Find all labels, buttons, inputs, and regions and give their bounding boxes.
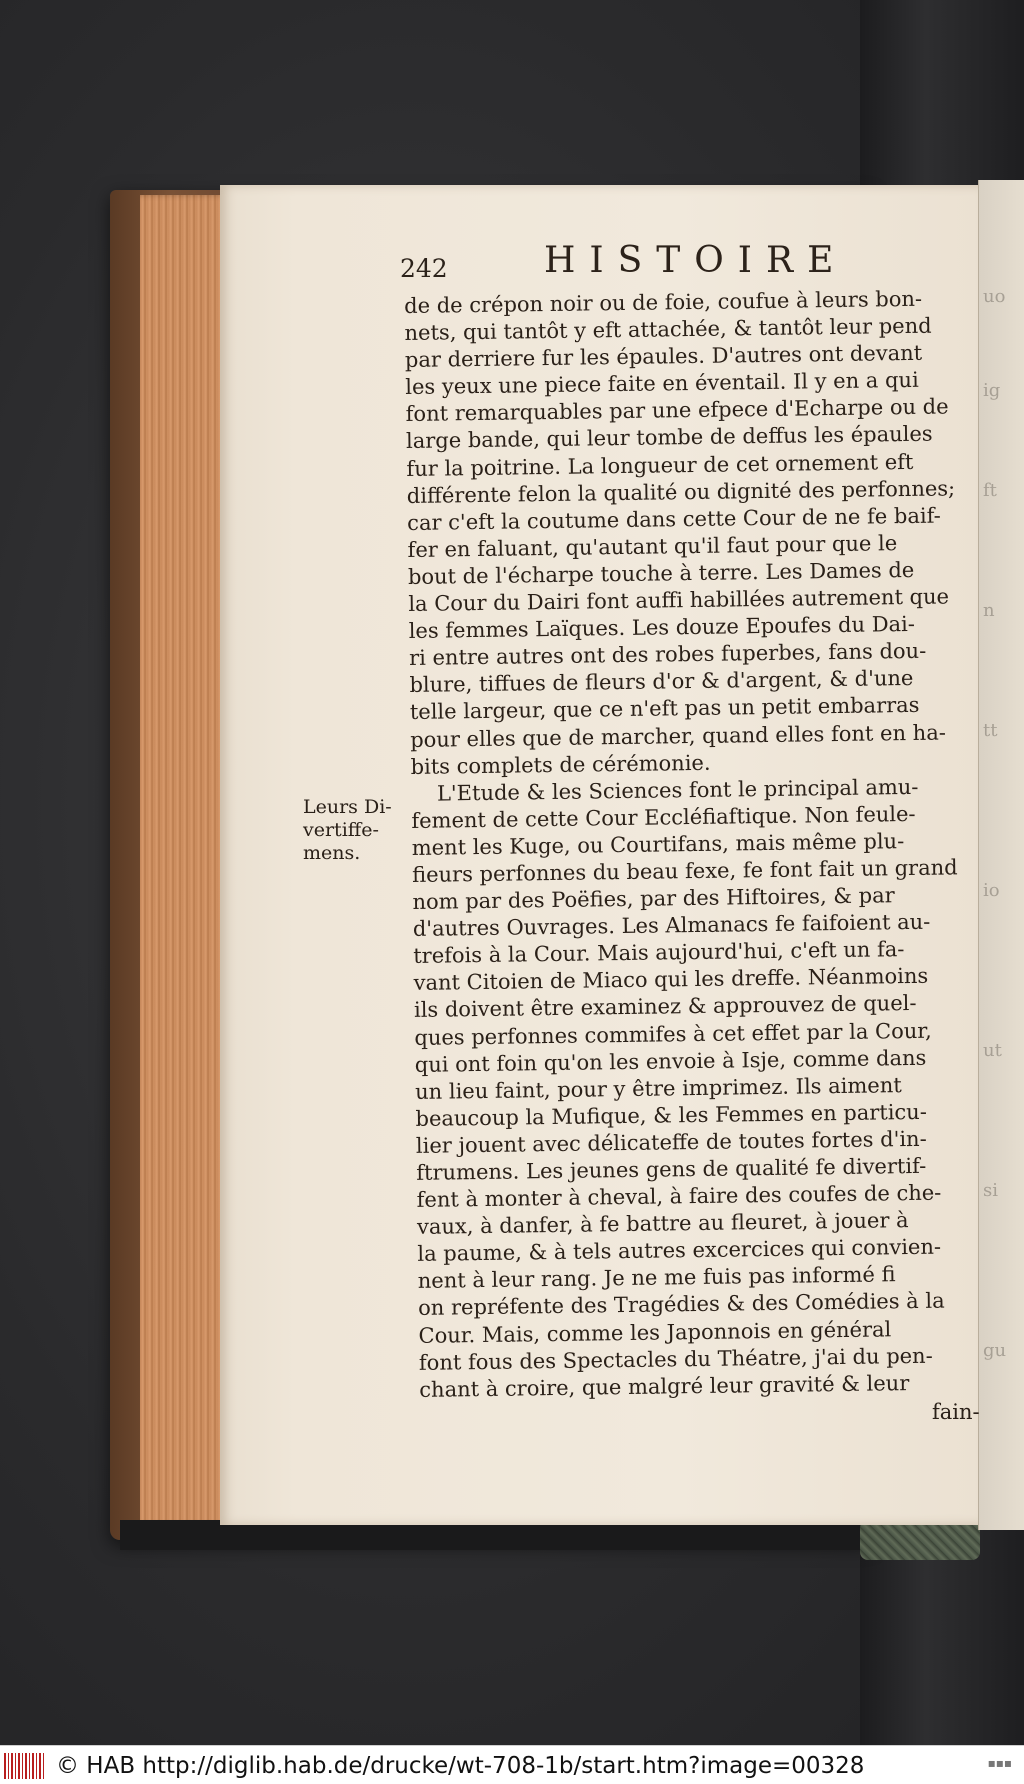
text-line: large bande, qui leur tombe de deffus les épaules: [405, 422, 933, 454]
text-line: bout de l'écharpe touche à terre. Les Dames de: [407, 557, 915, 589]
text-line: vant Citoien de Miaco qui les dreffe. Néanmoins: [413, 964, 929, 996]
text-line: bits complets de cérémonie.: [410, 750, 711, 779]
margin-note: [303, 796, 395, 865]
text-line: nets, qui tantôt y eft attachée, & tantôt leur pend: [404, 313, 932, 346]
copyright-url[interactable]: © HAB http://diglib.hab.de/drucke/wt-708-1b/start.htm?image=00328: [56, 1752, 865, 1779]
viewer-footer: [0, 1745, 1024, 1784]
text-line: nent à leur rang. Je ne me fuis pas informé fi: [417, 1262, 896, 1294]
text-line: beaucoup la Mufique, & les Femmes en particu-: [415, 1099, 927, 1131]
text-line: différente felon la qualité ou dignité des perfonnes;: [406, 475, 956, 508]
text-line: ques perfonnes commifes à cet effet par la Cour,: [414, 1018, 932, 1050]
text-line: ment les Kuge, ou Courtifans, mais même plu-: [411, 828, 905, 860]
text-line: ri entre autres ont des robes fuperbes, fans dou-: [408, 638, 927, 671]
text-line: la paume, & à tels autres excercices qui convien-: [417, 1234, 942, 1267]
barcode-icon: [4, 1753, 46, 1779]
text-line: chant à croire, que malgré leur gravité & leur: [419, 1370, 910, 1402]
margin-note-line: vertiffe-: [303, 819, 379, 841]
text-line: telle largeur, que ce n'eft pas un petit embarras: [409, 693, 920, 725]
text-line: qui ont foin qu'on les envoie à Isje, comme dans: [414, 1045, 927, 1077]
facing-page-edge: uo ig ft n tt io ut si gu: [978, 180, 1024, 1530]
text-line: par derriere fur les épaules. D'autres ont devant: [404, 340, 923, 373]
text-line: pour elles que de marcher, quand elles font en ha-: [410, 719, 947, 752]
text-line: de de crépon noir ou de foie, coufue à leurs bon-: [404, 286, 923, 318]
text-line: font remarquables par une efpece d'Echarpe ou de: [405, 394, 949, 427]
text-line: on repréfente des Tragédies & des Comédies à la: [418, 1289, 945, 1321]
text-line: ftrumens. Les jeunes gens de qualité fe divertif-: [416, 1153, 927, 1185]
text-line: d'autres Ouvrages. Les Almanacs fe faifoient au-: [412, 909, 931, 942]
text-line: lier jouent avec délicateffe de toutes fortes d'in-: [415, 1126, 927, 1158]
text-line: blure, tiffues de fleurs d'or & d'argent, & d'une: [409, 666, 914, 698]
margin-note-line: Leurs Di-: [303, 796, 392, 818]
text-line: les yeux une piece faite en éventail. Il y en a qui: [405, 368, 919, 400]
text-line: car c'eft la coutume dans cette Cour de ne fe baif-: [407, 503, 941, 535]
text-line: la Cour du Dairi font auffi habillées autrement que: [408, 584, 950, 616]
text-line: fent à monter à cheval, à faire des coufes de che-: [416, 1180, 942, 1213]
margin-note-line: mens.: [303, 842, 361, 864]
text-line: trefois à la Cour. Mais aujourd'hui, c'eft un fa-: [413, 937, 905, 969]
text-line: nom par des Poëfies, par des Hiftoires, & par: [412, 883, 895, 915]
text-line: L'Etude & les Sciences font le principal amu-: [436, 774, 919, 806]
text-line: fur la poitrine. La longueur de cet ornement eft: [406, 449, 914, 481]
body-text: [404, 285, 989, 1404]
text-line: fement de cette Cour Eccléfiaftique. Non feule-: [411, 801, 916, 833]
page-number: 242: [400, 254, 448, 283]
running-title: HISTOIRE: [544, 240, 848, 281]
text-line: fieurs perfonnes du beau fexe, fe font fait un grand: [411, 855, 958, 887]
page-edges: [140, 195, 230, 1525]
text-line: Cour. Mais, comme les Japonnois en général: [418, 1316, 892, 1348]
page-header: [400, 240, 860, 290]
text-line: vaux, à danfer, à fe battre au fleuret, à jouer à: [416, 1208, 909, 1240]
catchword: fain-: [932, 1400, 980, 1424]
text-line: fer en faluant, qu'autant qu'il faut pour que le: [407, 530, 898, 562]
text-line: font fous des Spectacles du Théatre, j'ai du pen-: [418, 1343, 933, 1375]
text-line: ils doivent être examinez & approuvez de quel-: [413, 991, 917, 1023]
text-line: les femmes Laïques. Les douze Epoufes du Dai-: [408, 612, 916, 644]
footer-marks: ▪▪▪: [987, 1756, 1012, 1770]
text-line: un lieu faint, pour y être imprimez. Ils aiment: [414, 1072, 902, 1104]
bookmark-ribbon: [860, 1520, 980, 1560]
